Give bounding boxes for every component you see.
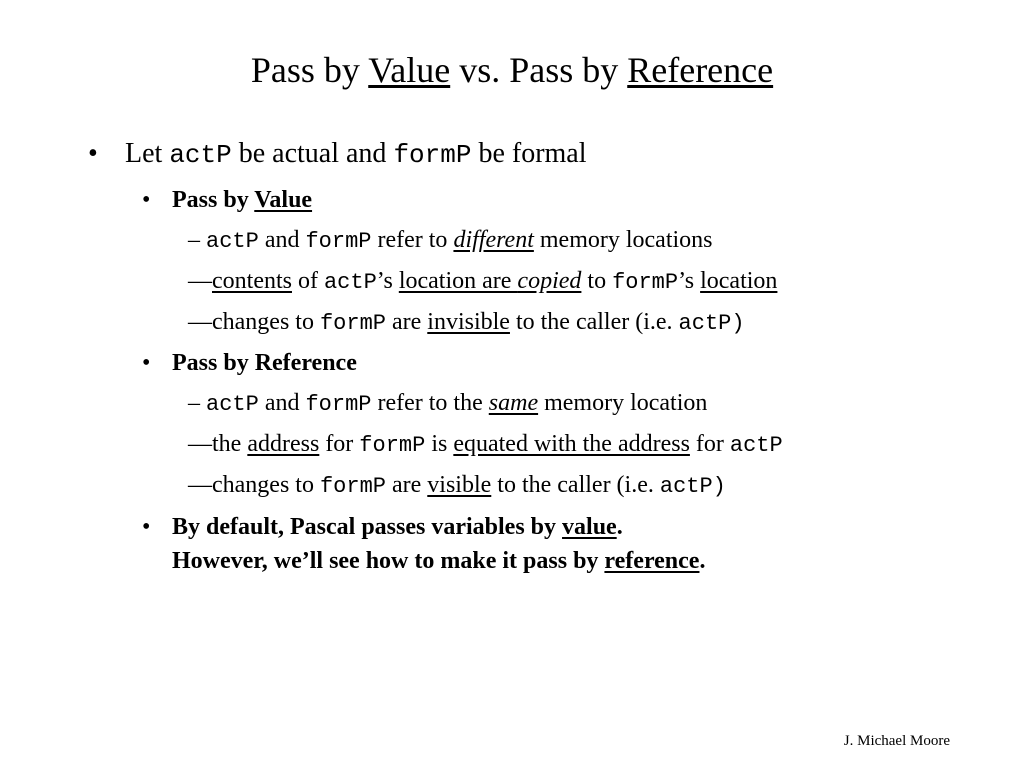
reference-item-address-equated: —the address for formP is equated with the address for actP bbox=[188, 431, 783, 458]
value-item-different-locations: – actP and formP refer to different memory locations bbox=[188, 227, 713, 254]
bullet-dot: • bbox=[142, 514, 151, 540]
bullet-let-actp-formp: Let actP be actual and formP be formal bbox=[125, 138, 587, 170]
footer-author: J. Michael Moore bbox=[843, 733, 950, 749]
value-item-contents-copied: —contents of actP’s location are copied to formP’s location bbox=[188, 268, 778, 295]
bullet-dot: • bbox=[142, 187, 151, 213]
slide-title: Pass by Value vs. Pass by Reference bbox=[250, 50, 774, 90]
heading-pass-by-value: Pass by Value bbox=[172, 187, 313, 213]
title-reference-word: Reference bbox=[627, 50, 774, 90]
reference-item-changes-visible: —changes to formP are visible to the caller (i.e. actP) bbox=[188, 472, 726, 499]
heading-pass-by-reference: Pass by Reference bbox=[172, 350, 357, 376]
value-item-changes-invisible: —changes to formP are invisible to the caller (i.e. actP) bbox=[188, 309, 745, 336]
title-value-word: Value bbox=[368, 50, 451, 90]
bullet-dot: • bbox=[142, 350, 151, 376]
default-note-line-2: However, we’ll see how to make it pass by reference. bbox=[172, 548, 706, 574]
default-note-line-1: By default, Pascal passes variables by value. bbox=[172, 514, 623, 540]
bullet-dot: • bbox=[88, 138, 98, 169]
reference-item-same-location: – actP and formP refer to the same memory location bbox=[188, 390, 708, 417]
